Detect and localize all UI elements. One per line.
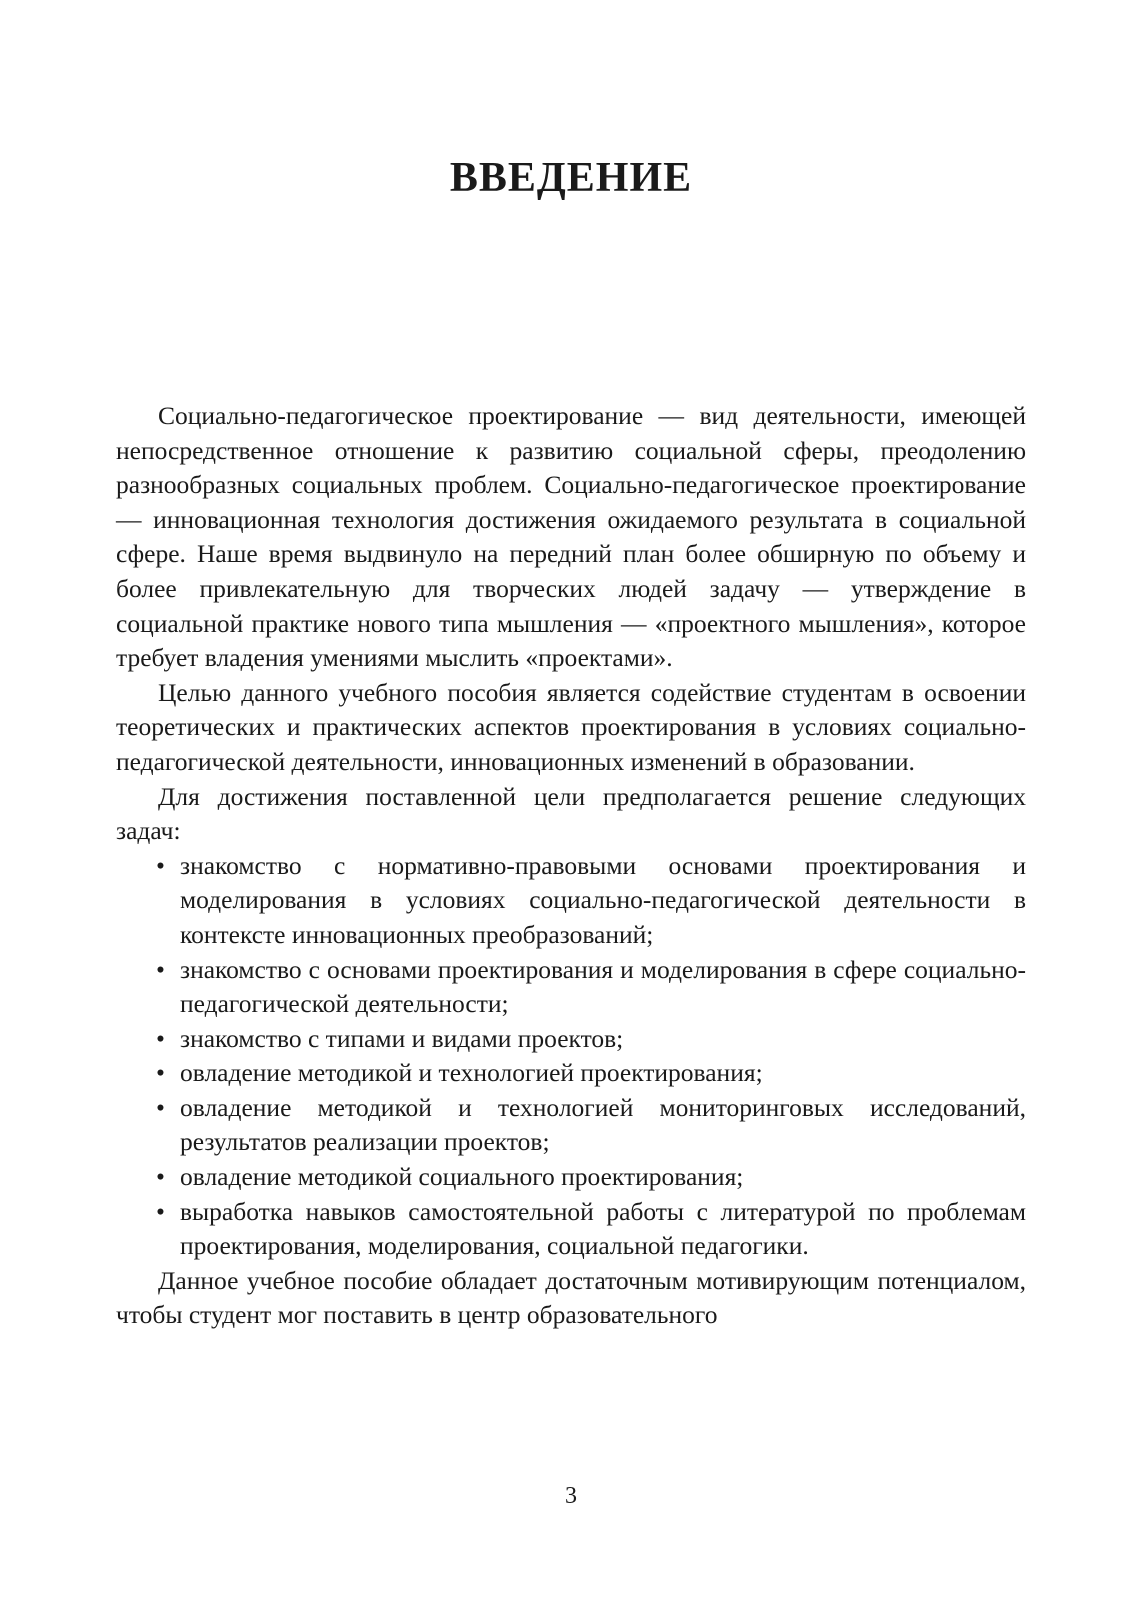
task-list bbox=[116, 849, 1026, 1264]
list-item-text: овладение методикой социального проектирования; bbox=[180, 1162, 744, 1192]
list-item bbox=[116, 1056, 1026, 1091]
list-item-text: знакомство с типами и видами проектов; bbox=[180, 1023, 624, 1053]
list-item bbox=[116, 1022, 1026, 1057]
bullet-icon: • bbox=[156, 1058, 165, 1088]
list-item-text: овладение методикой и технологией проектирования; bbox=[180, 1058, 763, 1088]
list-item-text: выработка навыков самостоятельной работы с литературой по проблемам проектирования, моделирования, социальной педагогики. bbox=[180, 1196, 1026, 1261]
list-item bbox=[116, 1195, 1026, 1264]
paragraph-intro: Социально-педагогическое проектирование — вид деятельности, имеющей непосредственное отношение к развитию социальной сферы, преодолению разнообразных социальных проблем. Социально-педагогическое проектирование — инновационная технология достижения ожидаемого результата в социальной сфере. Наше время выдвинуло на передний план более обширную по объему и более привлекательную для творческих людей задачу — утверждение в социальной практике нового типа мышления — «проектного мышления», которое требует владения умениями мыслить «проектами». bbox=[116, 401, 1026, 673]
page-number: 3 bbox=[565, 1483, 577, 1509]
paragraph-tasks-lead: Для достижения поставленной цели предполагается решение следующих задач: bbox=[116, 781, 1026, 846]
bullet-icon: • bbox=[156, 1162, 165, 1192]
page-title: ВВЕДЕНИЕ bbox=[449, 155, 693, 202]
paragraph-closing: Данное учебное пособие обладает достаточным мотивирующим потенциалом, чтобы студент мог поставить в центр образовательного bbox=[116, 1265, 1026, 1330]
bullet-icon: • bbox=[156, 1023, 165, 1053]
bullet-icon: • bbox=[156, 1092, 165, 1122]
bullet-icon: • bbox=[156, 954, 165, 984]
list-item-text: знакомство с нормативно-правовыми основами проектирования и моделирования в условиях социально-педагогической деятельности в контексте инновационных преобразований; bbox=[180, 850, 1026, 949]
document-body bbox=[116, 399, 1026, 1333]
list-item bbox=[116, 849, 1026, 953]
list-item-text: знакомство с основами проектирования и моделирования в сфере социально-педагогической деятельности; bbox=[180, 954, 1026, 1019]
list-item bbox=[116, 1091, 1026, 1160]
list-item-text: овладение методикой и технологией мониторинговых исследований, результатов реализации проектов; bbox=[180, 1092, 1026, 1157]
list-item bbox=[116, 953, 1026, 1022]
paragraph-goal: Целью данного учебного пособия является содействие студентам в освоении теоретических и практических аспектов проектирования в условиях социально-педагогической деятельности, инновационных изменений в образовании. bbox=[116, 677, 1026, 776]
list-item bbox=[116, 1160, 1026, 1195]
bullet-icon: • bbox=[156, 850, 165, 880]
bullet-icon: • bbox=[156, 1196, 165, 1226]
